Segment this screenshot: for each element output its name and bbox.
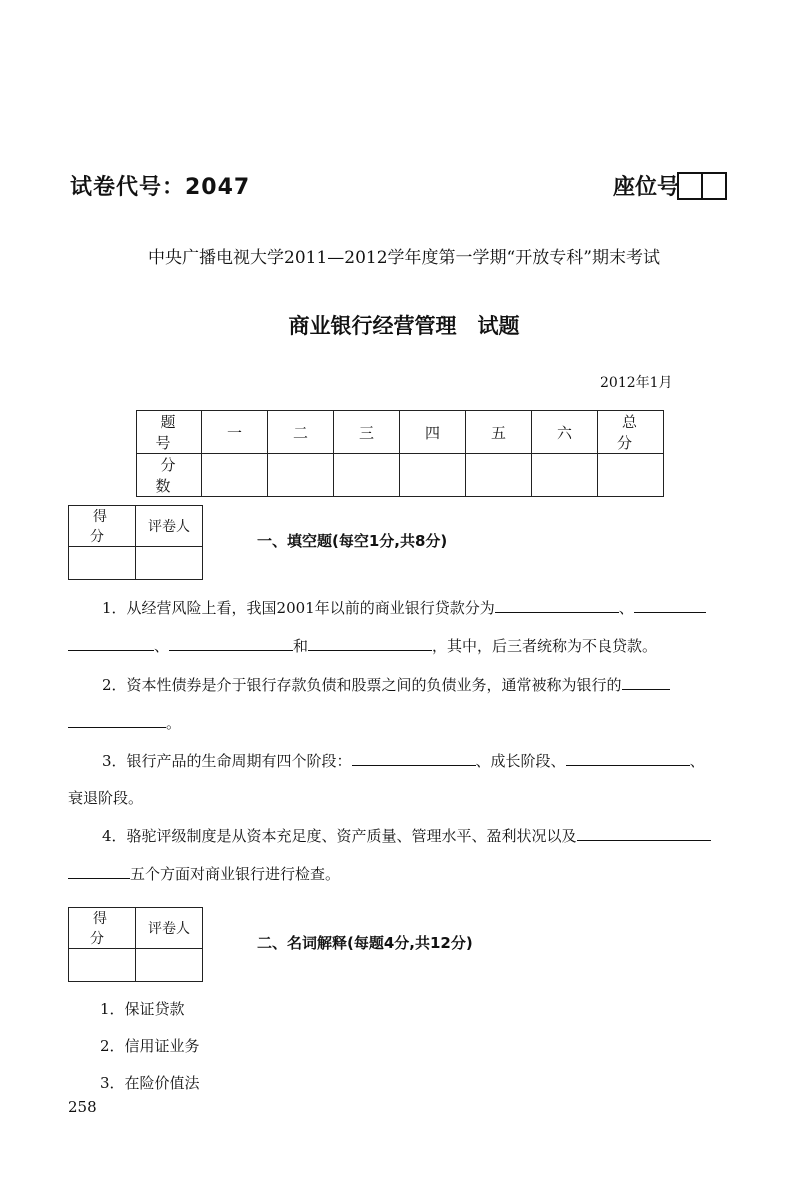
question-2-line-2: [68, 713, 740, 732]
answer-blank[interactable]: [622, 675, 670, 690]
answer-blank[interactable]: [308, 636, 432, 651]
score-table-header-row: [137, 411, 664, 454]
score-row-label: 分 数: [137, 454, 202, 497]
seat-box-1[interactable]: [677, 172, 703, 200]
score-cell-header: 六: [532, 411, 598, 454]
punct: 、: [154, 637, 170, 655]
term-item-1: 1．保证贷款: [100, 1000, 185, 1018]
score-input-cell[interactable]: [598, 454, 664, 497]
grader-box-1: [68, 505, 203, 580]
score-cell-header: 二: [268, 411, 334, 454]
score-cell-label: 题 号: [137, 411, 202, 454]
question-1-line-1: [68, 598, 740, 617]
exam-date: 2012年1月: [600, 375, 673, 391]
term-item-2: 2．信用证业务: [100, 1037, 200, 1055]
score-input-cell[interactable]: [466, 454, 532, 497]
paper-code: 试卷代号：2047: [70, 175, 251, 200]
section-1-title: 一、填空题(每空1分,共8分): [257, 532, 448, 550]
term-item-3: 3．在险价值法: [100, 1074, 200, 1092]
answer-blank[interactable]: [68, 864, 130, 879]
score-cell-total: 总 分: [598, 411, 664, 454]
score-input-cell[interactable]: [268, 454, 334, 497]
answer-blank[interactable]: [68, 636, 154, 651]
question-4-text: 4．骆驼评级制度是从资本充足度、资产质量、管理水平、盈利状况以及: [102, 827, 577, 845]
score-cell-header: 五: [466, 411, 532, 454]
score-cell-header: 一: [202, 411, 268, 454]
grader-sign-cell[interactable]: [136, 547, 203, 580]
answer-blank[interactable]: [169, 636, 293, 651]
question-4-line-1: [68, 826, 740, 845]
question-3-mid: 、成长阶段、: [475, 752, 566, 770]
punct: 和: [293, 637, 309, 655]
score-input-cell[interactable]: [400, 454, 466, 497]
answer-blank[interactable]: [68, 713, 166, 728]
question-3-line-1: [68, 751, 740, 770]
grader-score-cell[interactable]: [69, 547, 136, 580]
seat-box-2[interactable]: [701, 172, 727, 200]
answer-blank[interactable]: [566, 751, 690, 766]
seat-number: [613, 170, 727, 201]
punct: 、: [618, 599, 634, 617]
question-2-line-1: [68, 675, 740, 694]
question-3-text: 3．银行产品的生命周期有四个阶段：: [102, 752, 352, 770]
question-2-text: 2．资本性债券是介于银行存款负债和股票之间的负债业务，通常被称为银行的: [102, 676, 622, 694]
score-table-value-row: [137, 454, 664, 497]
punct: 、: [689, 752, 705, 770]
question-1-line-2: [68, 636, 740, 655]
exam-title: 中央广播电视大学2011—2012学年度第一学期“开放专科”期末考试: [148, 248, 660, 268]
score-cell-header: 四: [400, 411, 466, 454]
question-3-tail: 衰退阶段。: [68, 789, 144, 807]
subject-title: 商业银行经营管理 试题: [288, 314, 520, 338]
question-1-tail: ，其中，后三者统称为不良贷款。: [432, 637, 658, 655]
answer-blank[interactable]: [577, 826, 711, 841]
question-3-line-2: [68, 789, 740, 807]
question-4-tail: 五个方面对商业银行进行检查。: [130, 865, 341, 883]
grader-label: 评卷人: [136, 908, 203, 949]
answer-blank[interactable]: [634, 598, 706, 613]
score-table: [136, 410, 677, 497]
grader-box-2: [68, 907, 203, 982]
grader-score-label: 得 分: [69, 908, 136, 949]
answer-blank[interactable]: [495, 598, 619, 613]
grader-sign-cell[interactable]: [136, 949, 203, 982]
score-input-cell[interactable]: [334, 454, 400, 497]
section-2-title: 二、名词解释(每题4分,共12分): [257, 934, 473, 952]
grader-label: 评卷人: [136, 506, 203, 547]
page-number: 258: [68, 1098, 97, 1116]
question-4-line-2: [68, 864, 740, 883]
answer-blank[interactable]: [352, 751, 476, 766]
score-input-cell[interactable]: [532, 454, 598, 497]
score-cell-header: 三: [334, 411, 400, 454]
question-1-text: 1．从经营风险上看，我国2001年以前的商业银行贷款分为: [102, 599, 495, 617]
grader-score-label: 得 分: [69, 506, 136, 547]
grader-score-cell[interactable]: [69, 949, 136, 982]
punct: 。: [166, 714, 182, 732]
seat-label: 座位号: [613, 175, 680, 200]
